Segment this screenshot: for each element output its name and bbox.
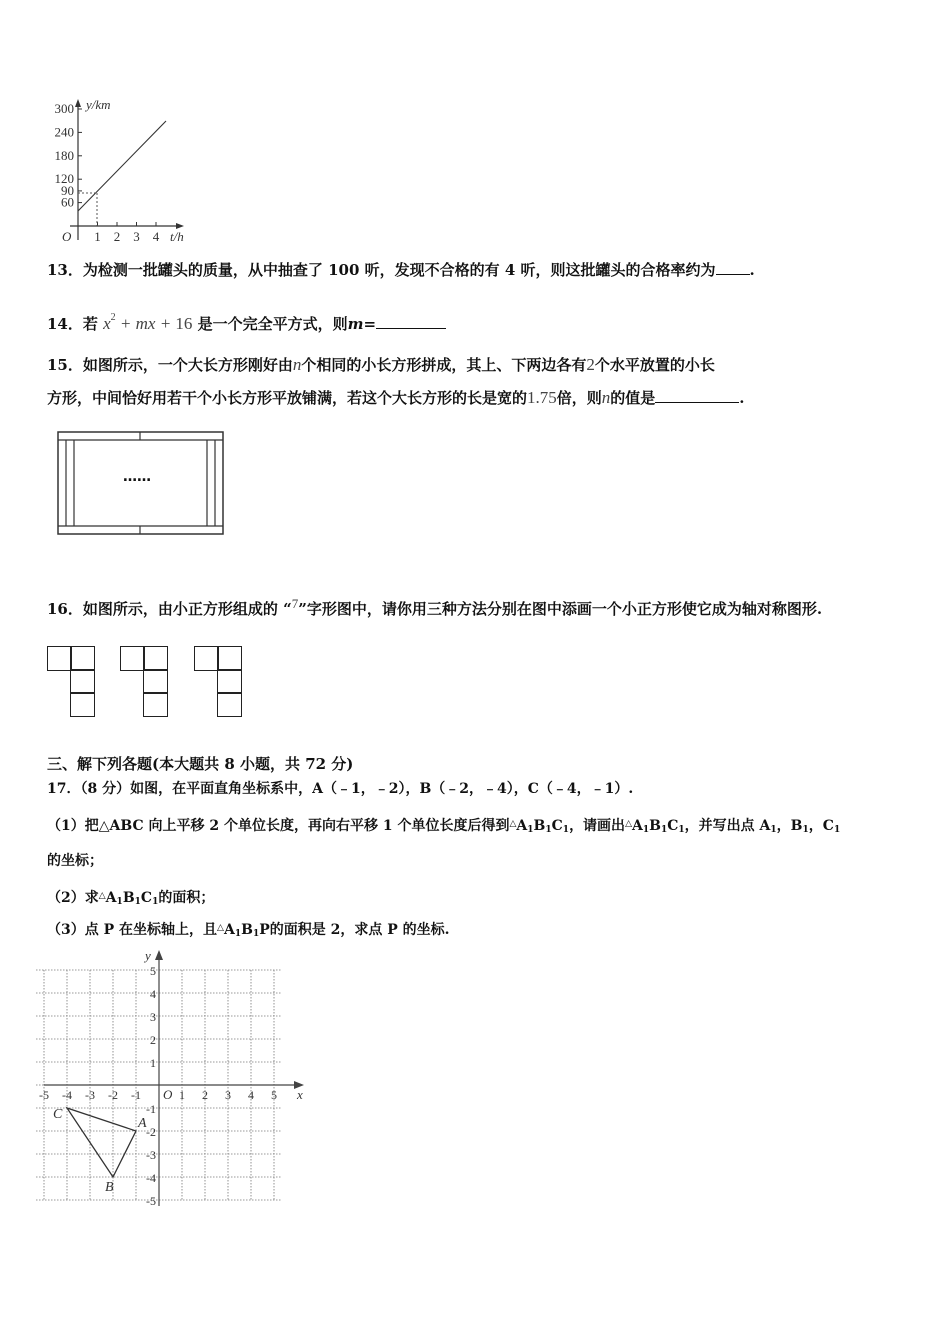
- y-tick-label: -5: [146, 1194, 156, 1208]
- vertex-B: B: [649, 818, 661, 834]
- square: [143, 646, 168, 671]
- origin-label: O: [163, 1087, 173, 1102]
- q17-p1-text-e: ，C: [808, 818, 834, 834]
- vertex-label-A: A: [138, 1116, 147, 1131]
- answer-blank-14: [376, 328, 446, 329]
- seven-shape-3: [194, 646, 244, 720]
- section-3-title: 三、解下列各题(本大题共 8 小题，共 72 分): [47, 755, 354, 773]
- y-tick-label: 180: [54, 147, 74, 163]
- question-13: [47, 260, 755, 280]
- y-tick-label: 1: [150, 1056, 156, 1070]
- q17-p3-text-a: （3）点 P 在坐标轴上，且: [47, 922, 218, 938]
- seven-shape-2: [120, 646, 170, 720]
- y-tick-label: 4: [150, 987, 156, 1001]
- q17-p1-text-d: ，B: [776, 818, 803, 834]
- subscript-1: 1: [770, 825, 777, 835]
- q17-p1-text-b: ，请画出: [569, 818, 626, 834]
- q17-p2-text-a: （2）求: [47, 890, 99, 906]
- vertex-A: A: [223, 922, 235, 938]
- x-tick-label: 3: [225, 1088, 231, 1102]
- ratio-value: 1.75: [527, 388, 557, 407]
- subscript-1: 1: [234, 929, 242, 939]
- y-tick-label: 300: [54, 101, 74, 116]
- y-tick-label: 2: [150, 1033, 156, 1047]
- x-axis-label: x: [297, 1087, 303, 1102]
- y-tick-label: 5: [150, 964, 156, 978]
- question-17-part-2: [47, 886, 214, 912]
- square: [70, 669, 95, 694]
- triangle-symbol: △: [509, 819, 517, 829]
- question-13-end: .: [749, 261, 755, 279]
- equals-sign: =: [363, 315, 377, 333]
- q16-text-b: ”字形图中，请你用三种方法分别在图中添画一个小正方形使它成为轴对称图形.: [298, 600, 823, 618]
- x-tick-label: 5: [271, 1088, 277, 1102]
- answer-blank-15: [655, 402, 739, 403]
- square: [120, 646, 145, 671]
- y-axis-label: y/km: [86, 97, 111, 112]
- x-tick-label: 1: [94, 229, 101, 244]
- y-tick-label: 90: [61, 182, 74, 198]
- vertex-label-C: C: [53, 1107, 63, 1122]
- x-tick-label: 4: [152, 229, 160, 244]
- y-tick-label: 3: [150, 1010, 156, 1024]
- subscript-1: 1: [252, 929, 260, 939]
- x-axis-label: t/h: [170, 229, 184, 244]
- question-17-part-1-cont: 的坐标；: [47, 853, 103, 869]
- variable-m: m: [347, 315, 364, 333]
- question-17-part-3: [47, 918, 450, 944]
- number-two: 2: [586, 355, 595, 374]
- question-14-prefix: 14．若: [47, 315, 98, 333]
- question-15-line-2: [47, 386, 745, 410]
- y-tick-label: 120: [54, 171, 74, 187]
- x-tick-label: 3: [133, 229, 140, 244]
- square: [47, 646, 72, 671]
- x-tick-label: -5: [39, 1088, 49, 1102]
- y-axis-arrow: [155, 950, 163, 960]
- square: [217, 669, 242, 694]
- triangle-symbol: △: [98, 891, 106, 901]
- subscript-1: 1: [134, 897, 141, 907]
- x-tick-label: -2: [108, 1088, 118, 1102]
- q15-end: .: [739, 389, 745, 407]
- y-tick-label: -4: [146, 1171, 156, 1185]
- subscript-1: 1: [527, 825, 534, 835]
- q15-text-a: 15．如图所示，一个大长方形刚好由: [47, 356, 293, 374]
- rectangle-figure: [57, 431, 224, 535]
- subscript-1: 1: [152, 897, 159, 907]
- q17-p1-text-c: ，并写出点 A: [684, 818, 771, 834]
- subscript-1: 1: [562, 825, 570, 835]
- q17-p3-text-b: 的面积是 2，求点 P 的坐标.: [269, 922, 450, 938]
- ellipsis-dots: ……: [123, 469, 151, 485]
- subscript-1: 1: [660, 825, 668, 835]
- triangle-symbol: △: [625, 819, 632, 829]
- question-13-text: 13．为检测一批罐头的质量，从中抽查了 100 听，发现不合格的有 4 听，则这批罐头的合格率约为: [47, 261, 716, 279]
- seven-shape-1: [47, 646, 97, 720]
- x-tick-label: 2: [202, 1088, 208, 1102]
- vertex-B: B: [241, 922, 253, 938]
- square: [143, 669, 168, 694]
- x-tick-label: -1: [131, 1088, 141, 1102]
- q15-text-b: 个相同的小长方形拼成，其上、下两边各有: [301, 356, 587, 374]
- question-14-suffix: 是一个完全平方式，则: [197, 315, 348, 333]
- q16-text-a: 16．如图所示，由小正方形组成的 “: [47, 600, 292, 618]
- expr-x: x: [103, 314, 111, 333]
- q15-text-d: 方形，中间恰好用若干个小长方形平放铺满，若这个大长方形的长是宽的: [47, 389, 528, 407]
- question-16: [47, 592, 822, 621]
- distance-line: [78, 121, 166, 211]
- x-tick-label: -4: [62, 1088, 72, 1102]
- x-tick-label: 1: [179, 1088, 185, 1102]
- square: [70, 692, 95, 717]
- subscript-1: 1: [833, 825, 841, 835]
- vertex-B: B: [122, 890, 135, 906]
- question-15-line-1: [47, 353, 715, 377]
- q17-p1-text-a: （1）把△ABC 向上平移 2 个单位长度，再向右平移 1 个单位长度后得到: [47, 818, 510, 834]
- variable-n: n: [292, 355, 302, 374]
- y-tick-label: -2: [146, 1125, 156, 1139]
- vertex-B: B: [533, 818, 546, 834]
- y-axis-label: y: [145, 948, 151, 963]
- square: [217, 646, 242, 671]
- square: [143, 692, 168, 717]
- x-tick-label: 2: [113, 229, 121, 244]
- q15-text-c: 个水平放置的小长: [594, 356, 715, 374]
- origin-label: O: [62, 229, 72, 244]
- subscript-1: 1: [116, 897, 123, 907]
- triangle-symbol: △: [217, 923, 224, 933]
- distance-time-graph: [40, 95, 200, 247]
- square: [194, 646, 219, 671]
- square: [217, 692, 242, 717]
- y-tick-label: 240: [54, 124, 74, 140]
- seven-symbol: 7: [291, 596, 299, 611]
- square: [70, 646, 95, 671]
- subscript-1: 1: [642, 825, 650, 835]
- triangle-ABC: [67, 1108, 136, 1177]
- x-tick-label: -3: [85, 1088, 95, 1102]
- expr-mx: + mx +: [115, 314, 176, 333]
- y-tick-label: 60: [61, 194, 74, 210]
- q17-p2-text-b: 的面积；: [158, 890, 215, 906]
- q15-text-f: 的值是: [610, 389, 656, 407]
- subscript-1: 1: [802, 825, 809, 835]
- answer-blank-13: [716, 274, 750, 275]
- vertex-A: A: [105, 890, 117, 906]
- vertex-A: A: [516, 818, 528, 834]
- subscript-1: 1: [678, 825, 685, 835]
- vertex-C: C: [140, 890, 153, 906]
- y-axis-arrow: [75, 99, 81, 107]
- expr-exponent: 2: [110, 312, 116, 323]
- vertex-C: C: [667, 818, 679, 834]
- vertex-label-B: B: [105, 1180, 114, 1195]
- y-tick-label: -3: [146, 1148, 156, 1162]
- vertex-C: C: [551, 818, 563, 834]
- question-17-part-1: [47, 814, 840, 840]
- expr-constant: 16: [175, 314, 193, 333]
- q15-text-e: 倍，则: [556, 389, 602, 407]
- vertex-A: A: [631, 818, 643, 834]
- question-14: [47, 305, 446, 337]
- question-17-stem: 17．（8 分）如图，在平面直角坐标系中，A（﹣1，﹣2），B（﹣2，﹣4），C（﹣4，﹣1）.: [47, 781, 634, 797]
- subscript-1: 1: [545, 825, 552, 835]
- y-tick-label: -1: [146, 1102, 156, 1116]
- point-P: P: [259, 922, 270, 938]
- variable-n-2: n: [601, 388, 611, 407]
- coordinate-grid: [39, 948, 312, 1210]
- x-tick-label: 4: [248, 1088, 254, 1102]
